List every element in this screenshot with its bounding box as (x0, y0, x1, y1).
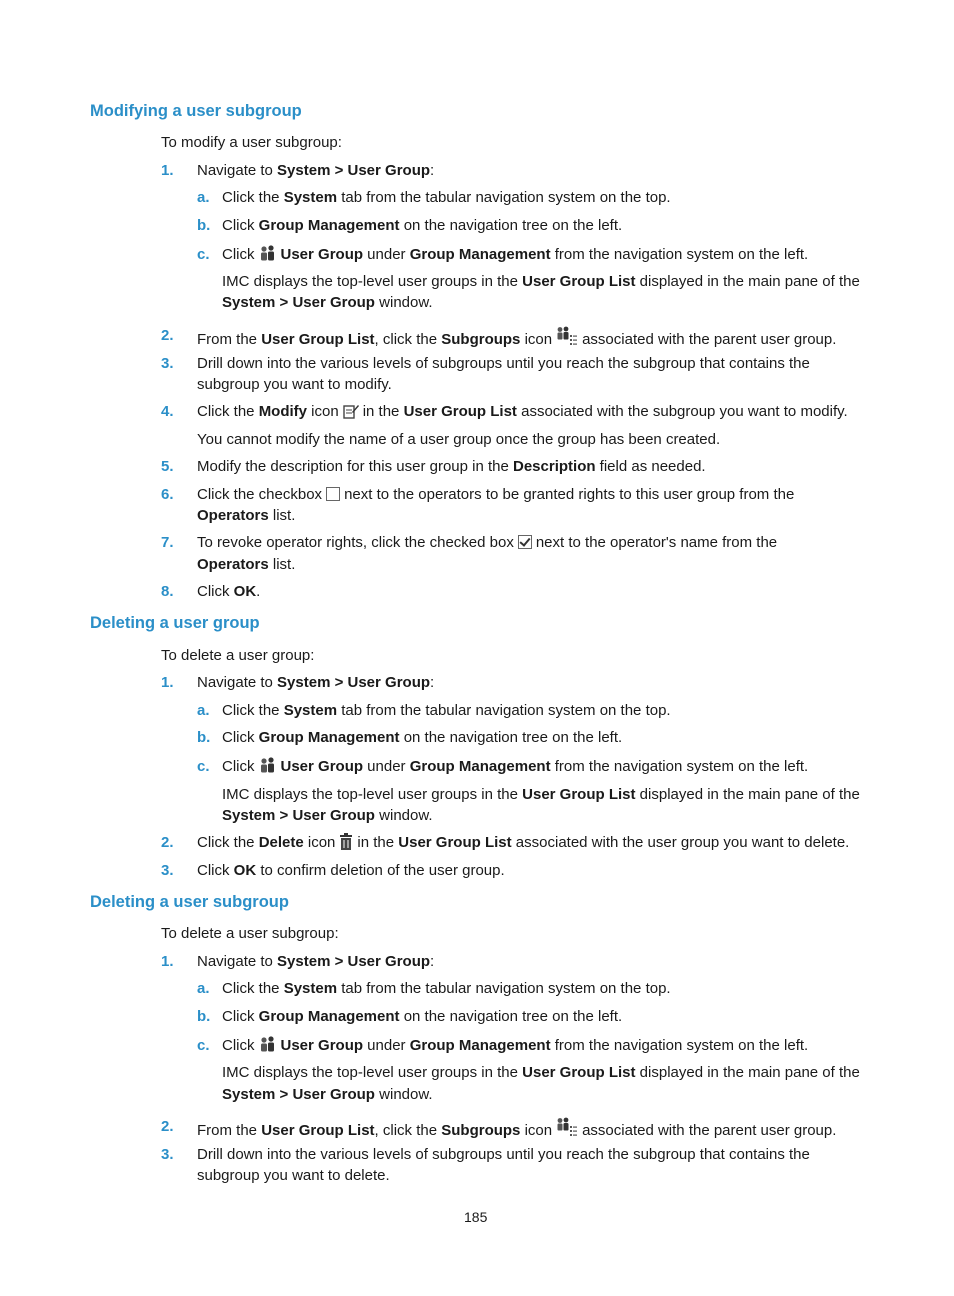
step-number: 2. (161, 327, 174, 344)
step-number: 5. (161, 458, 174, 475)
step-text: Modify the description for this user group in the Description field as needed. (197, 458, 706, 475)
step-text: Click OK to confirm deletion of the user group. (197, 862, 505, 879)
step-text: To revoke operator rights, click the checked box next to the operator's name from the (197, 534, 778, 551)
intro-text: To delete a user group: (161, 647, 315, 664)
step-text: Drill down into the various levels of subgroups until you reach the subgroup that contains the (197, 1146, 810, 1163)
step-number: 8. (161, 583, 174, 600)
substep-text: Click User Group under Group Management from the navigation system on the left. (222, 246, 809, 263)
step-text: subgroup you want to delete. (197, 1167, 390, 1184)
step-number: 6. (161, 486, 174, 503)
subgroups-icon (556, 326, 578, 346)
step-text: Drill down into the various levels of subgroups until you reach the subgroup that contains the (197, 355, 810, 372)
section-heading: Deleting a user subgroup (90, 893, 289, 911)
step-number: 3. (161, 862, 174, 879)
substep-letter: a. (197, 189, 210, 206)
substep-letter: c. (197, 1037, 210, 1054)
note-text: System > User Group window. (222, 807, 433, 824)
step-text: Navigate to System > User Group: (197, 162, 435, 179)
note-text: IMC displays the top-level user groups in the User Group List displayed in the main pane of the (222, 786, 860, 803)
substep-text: Click User Group under Group Management from the navigation system on the left. (222, 758, 809, 775)
note-text: System > User Group window. (222, 1086, 433, 1103)
step-number: 7. (161, 534, 174, 551)
step-text: Click the checkbox next to the operators to be granted rights to this user group from the (197, 486, 795, 503)
step-text: Click OK. (197, 583, 261, 600)
section-heading: Deleting a user group (90, 614, 260, 632)
checked-box-icon (518, 535, 532, 549)
step-text: Operators list. (197, 507, 296, 524)
step-number: 1. (161, 674, 174, 691)
substep-letter: c. (197, 758, 210, 775)
delete-icon (339, 833, 353, 850)
substep-text: Click the System tab from the tabular navigation system on the top. (222, 189, 671, 206)
intro-text: To modify a user subgroup: (161, 134, 342, 151)
modify-icon (343, 403, 359, 419)
substep-text: Click Group Management on the navigation tree on the left. (222, 1008, 623, 1025)
step-text: From the User Group List, click the Subgroups icon associated with the parent user group. (197, 1117, 836, 1141)
substep-text: Click User Group under Group Management from the navigation system on the left. (222, 1037, 809, 1054)
substep-text: Click the System tab from the tabular navigation system on the top. (222, 702, 671, 719)
step-number: 4. (161, 403, 174, 420)
user-group-icon (259, 757, 277, 774)
substep-letter: b. (197, 1008, 211, 1025)
step-number: 2. (161, 1118, 174, 1135)
substep-text: Click Group Management on the navigation tree on the left. (222, 217, 623, 234)
step-number: 2. (161, 834, 174, 851)
step-text: Navigate to System > User Group: (197, 953, 435, 970)
substep-letter: b. (197, 729, 211, 746)
intro-text: To delete a user subgroup: (161, 925, 339, 942)
step-text: From the User Group List, click the Subgroups icon associated with the parent user group. (197, 326, 836, 350)
step-text: Click the Delete icon in the User Group List associated with the user group you want to delete. (197, 834, 850, 851)
note-text: IMC displays the top-level user groups in the User Group List displayed in the main pane of the (222, 273, 860, 290)
user-group-icon (259, 245, 277, 262)
step-number: 1. (161, 953, 174, 970)
subgroups-icon (556, 1117, 578, 1137)
section-heading: Modifying a user subgroup (90, 102, 302, 120)
step-text: Click the Modify icon in the User Group List associated with the subgroup you want to modify. (197, 403, 848, 420)
step-number: 1. (161, 162, 174, 179)
step-number: 3. (161, 1146, 174, 1163)
note-text: IMC displays the top-level user groups in the User Group List displayed in the main pane of the (222, 1064, 860, 1081)
note-text: You cannot modify the name of a user group once the group has been created. (197, 431, 721, 448)
note-text: System > User Group window. (222, 294, 433, 311)
step-text: Operators list. (197, 556, 296, 573)
substep-letter: b. (197, 217, 211, 234)
substep-text: Click Group Management on the navigation tree on the left. (222, 729, 623, 746)
substep-letter: c. (197, 246, 210, 263)
step-text: Navigate to System > User Group: (197, 674, 435, 691)
substep-letter: a. (197, 980, 210, 997)
checkbox-icon (326, 487, 340, 501)
page-number: 185 (464, 1209, 488, 1225)
substep-text: Click the System tab from the tabular navigation system on the top. (222, 980, 671, 997)
user-group-icon (259, 1036, 277, 1053)
substep-letter: a. (197, 702, 210, 719)
step-number: 3. (161, 355, 174, 372)
step-text: subgroup you want to modify. (197, 376, 392, 393)
